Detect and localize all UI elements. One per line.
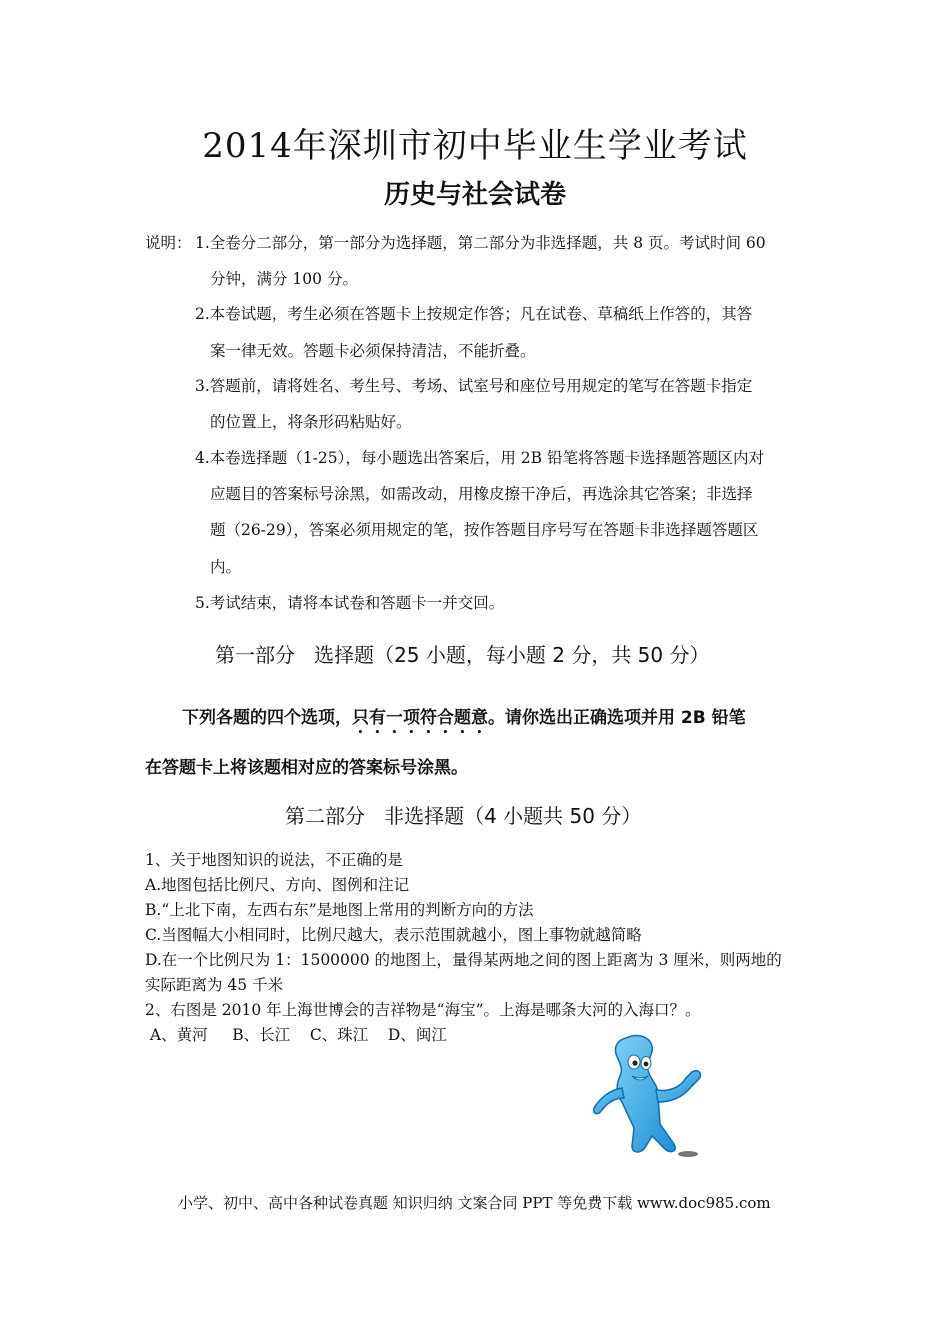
part2-heading: 第二部分 非选择题（4 小题共 50 分） — [285, 804, 642, 828]
instruction-text: 。请你选出正确选项并用 2B 铅笔 — [488, 708, 746, 728]
note-line: 内。 — [210, 558, 242, 576]
notes-label: 说明： — [145, 234, 192, 252]
note-line: 5.考试结束，请将本试卷和答题卡一并交回。 — [195, 594, 505, 612]
note-line: 应题目的答案标号涂黑，如需改动，用橡皮擦干净后，再选涂其它答案；非选择 — [210, 485, 753, 503]
question-1-option-d-cont: 实际距离为 45 千米 — [145, 976, 284, 994]
question-2: 2、右图是 2010 年上海世博会的吉祥物是“海宝”。上海是哪条大河的入海口？。 — [145, 1001, 701, 1019]
part1-heading: 第一部分 选择题（25 小题，每小题 2 分，共 50 分） — [215, 643, 710, 667]
haibao-mascot-image — [588, 1032, 713, 1160]
question-1-option-d: D.在一个比例尺为 1：1500000 的地图上，量得某两地之间的图上距离为 3 厘米，则两地的 — [145, 951, 782, 969]
question-1: 1、关于地图知识的说法，不正确的是 — [145, 851, 403, 869]
note-line: 的位置上，将条形码粘贴好。 — [210, 413, 412, 431]
note-line: 4.本卷选择题（1-25），每小题选出答案后，用 2B 铅笔将答题卡选择题答题区内对 — [195, 449, 764, 467]
footer-text: 小学、初中、高中各种试卷真题 知识归纳 文案合同 PPT 等免费下载 www.doc985.com — [178, 1194, 771, 1212]
part1-instruction-line2: 在答题卡上将该题相对应的答案标号涂黑。 — [145, 758, 468, 778]
part1-instruction — [182, 703, 746, 738]
question-1-option-b: B.“上北下南，左西右东”是地图上常用的判断方向的方法 — [145, 901, 534, 919]
note-line: 1.全卷分二部分，第一部分为选择题，第二部分为非选择题，共 8 页。考试时间 60 — [195, 234, 766, 252]
note-line: 分钟，满分 100 分。 — [210, 270, 358, 288]
exam-title: 2014年深圳市初中毕业生学业考试 — [202, 126, 748, 166]
instruction-text: 下列各题的四个选项， — [182, 708, 352, 728]
question-1-option-a: A.地图包括比例尺、方向、图例和注记 — [145, 876, 410, 894]
note-line: 2.本卷试题，考生必须在答题卡上按规定作答；凡在试卷、草稿纸上作答的，其答 — [195, 305, 753, 323]
note-line: 案一律无效。答题卡必须保持清洁，不能折叠。 — [210, 342, 536, 360]
note-line: 3.答题前，请将姓名、考生号、考场、试室号和座位号用规定的笔写在答题卡指定 — [195, 377, 753, 395]
question-2-options: A、黄河 B、长江 C、珠江 D、闽江 — [145, 1026, 447, 1044]
exam-subtitle: 历史与社会试卷 — [383, 180, 566, 210]
note-line: 题（26-29），答案必须用规定的笔，按作答题目序号写在答题卡非选择题答题区 — [210, 521, 759, 539]
instruction-emphasis: 只有一项符合题意 — [352, 708, 488, 728]
question-1-option-c: C.当图幅大小相同时，比例尺越大，表示范围就越小，图上事物就越简略 — [145, 926, 642, 944]
